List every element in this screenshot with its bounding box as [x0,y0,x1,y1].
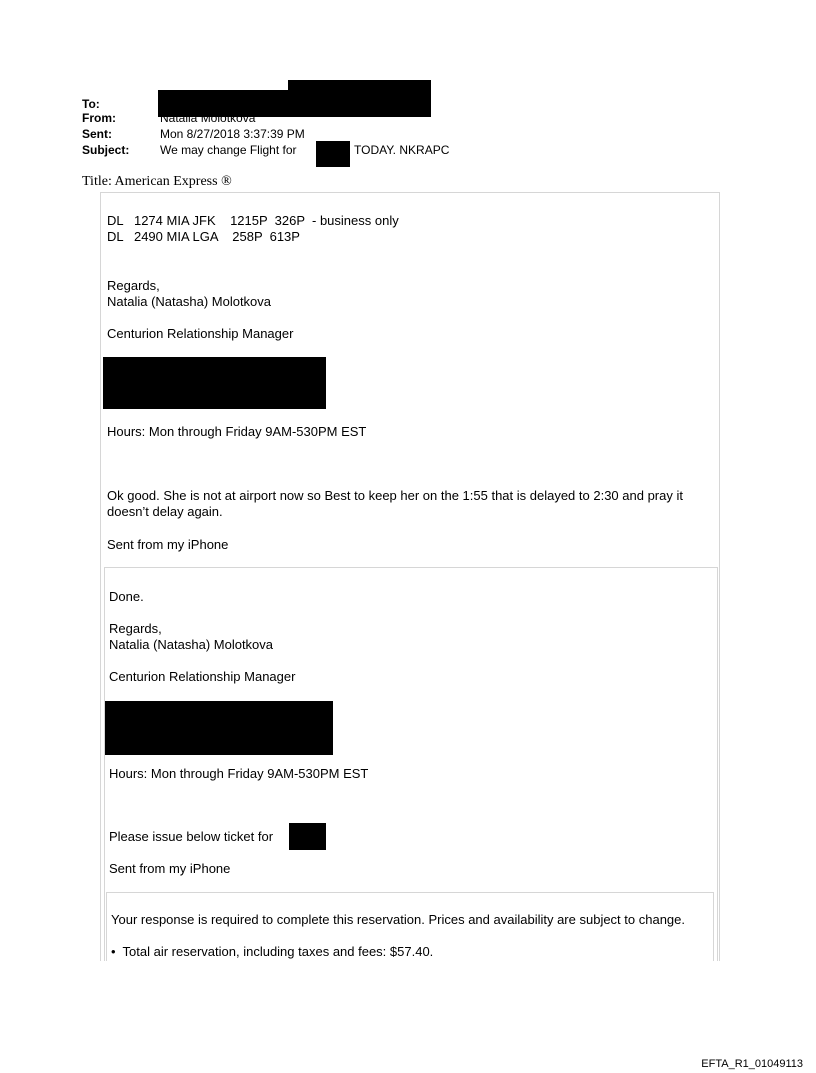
reservation-notice: Your response is required to complete this reservation. Prices and availability are subject to change. [111,912,685,927]
done-text: Done. [109,589,144,604]
hours-text: Hours: Mon through Friday 9AM-530PM EST [107,424,367,439]
sender-role: Centurion Relationship Manager [107,326,294,341]
redaction-to-recipient-2 [288,80,431,117]
subject-prefix: We may change Flight for [160,143,297,157]
sent-value: Mon 8/27/2018 3:37:39 PM [160,127,305,141]
hours-text: Hours: Mon through Friday 9AM-530PM EST [109,766,369,781]
sender-role: Centurion Relationship Manager [109,669,296,684]
sender-name: Natalia (Natasha) Molotkova [109,637,274,652]
subject-label: Subject: [82,143,130,157]
sent-label: Sent: [82,127,112,141]
document-id: EFTA_R1_01049113 [701,1058,803,1070]
fare-bullet: • Total air reservation, including taxes and fees: $57.40. [111,944,434,959]
flight-line-1: DL 1274 MIA JFK 1215P 326P - business only [107,213,399,228]
flight-line-2: DL 2490 MIA LGA 258P 613P [107,229,300,244]
regards-text: Regards, [107,278,160,293]
subject-suffix: TODAY. NKRAPC [354,143,450,157]
redaction-passenger-name [289,823,326,850]
redaction-contact-block [103,357,326,409]
signature-text: Sent from my iPhone [109,861,231,876]
regards-text: Regards, [109,621,162,636]
from-label: From: [82,111,116,125]
title-line: Title: American Express ® [82,174,232,189]
from-value: Natalia Molotkova [160,111,256,125]
sender-name: Natalia (Natasha) Molotkova [107,294,272,309]
redaction-contact-block [105,701,333,755]
redaction-subject-name [316,141,350,167]
to-label: To: [82,97,100,111]
reply-text: Ok good. She is not at airport now so Best to keep her on the 1:55 that is delayed to 2:30 and pray it doesn’t delay again. [107,488,683,519]
request-text: Please issue below ticket for [109,829,274,844]
signature-text: Sent from my iPhone [107,537,229,552]
